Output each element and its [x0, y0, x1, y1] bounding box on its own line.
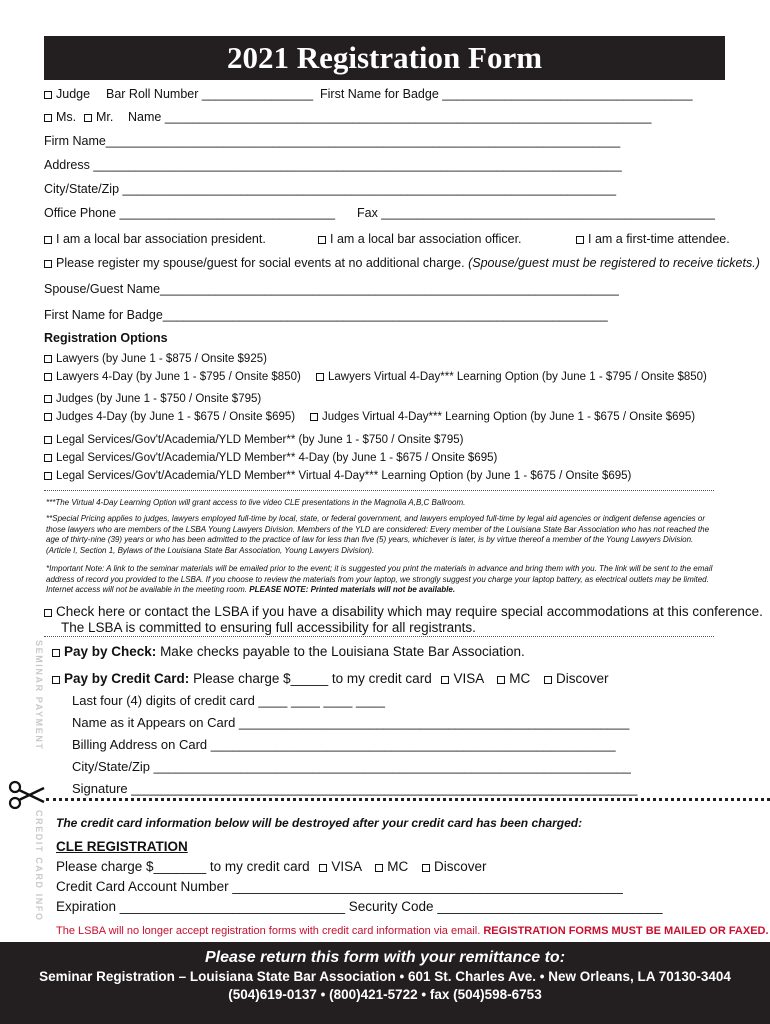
spouse-register-label: Please register my spouse/guest for social events at no additional charge.	[56, 256, 465, 270]
option-label: Legal Services/Gov't/Academia/YLD Member** (by June 1 - $750 / Onsite $795)	[56, 434, 464, 446]
cle-discover-label: Discover	[433, 859, 487, 874]
spouse-note: (Spouse/guest must be registered to receive tickets.)	[468, 256, 760, 270]
must-mail-note: REGISTRATION FORMS MUST BE MAILED OR FAXED.	[483, 925, 769, 937]
option-label: Legal Services/Gov't/Academia/YLD Member** 4-Day (by June 1 - $675 / Onsite $695)	[56, 452, 498, 464]
local-officer-label: I am a local bar association officer.	[330, 232, 522, 246]
checkbox[interactable]	[52, 676, 60, 684]
mr-option[interactable]	[84, 110, 113, 125]
last-four-field[interactable]: Last four (4) digits of credit card ____ ____ ____ ____	[72, 693, 385, 708]
checkbox[interactable]	[310, 413, 318, 421]
billing-city-field[interactable]: City/State/Zip __________________________________________________________________	[72, 759, 631, 774]
important-note-text: *Important Note: A link to the seminar materials will be emailed prior to the event; it is suggested you print the materials in advance and bring them with you. The link will be sent to the email address of record you provided to the LSBA. If you choose to review the materials from your laptop, we strongly suggest you charge your laptop battery, as electrical outlets may be limited. Internet access will not be available in the meeting room.	[46, 564, 713, 594]
checkbox[interactable]	[44, 91, 52, 99]
spouse-register-option[interactable]	[44, 256, 760, 271]
pay-by-check-text: Make checks payable to the Louisiana State Bar Association.	[160, 644, 525, 659]
signature-field[interactable]: Signature ______________________________________________________________________	[72, 781, 638, 796]
important-note	[46, 564, 716, 596]
card-account-number-field[interactable]: Credit Card Account Number ____________________________________________________	[56, 879, 623, 894]
accessibility-statement: The LSBA is committed to ensuring full accessibility for all registrants.	[61, 620, 476, 635]
scissors-icon	[8, 780, 46, 810]
badge-name-field[interactable]: First Name for Badge ____________________________________	[320, 87, 693, 101]
checkbox[interactable]	[544, 676, 552, 684]
checkbox[interactable]	[84, 114, 92, 122]
first-time-label: I am a first-time attendee.	[588, 232, 730, 246]
checkbox[interactable]	[44, 454, 52, 462]
checkbox[interactable]	[44, 114, 52, 122]
checkbox[interactable]	[44, 472, 52, 480]
spouse-name-field[interactable]: Spouse/Guest Name__________________________________________________________________	[44, 282, 619, 296]
option-lawyers-4day[interactable]	[44, 370, 301, 385]
option-label: Lawyers (by June 1 - $875 / Onsite $925)	[56, 353, 267, 365]
discover-label: Discover	[556, 671, 609, 686]
cle-charge-row	[56, 859, 487, 874]
divider	[44, 636, 714, 637]
checkbox[interactable]	[319, 864, 327, 872]
checkbox[interactable]	[52, 649, 60, 657]
option-label: Judges Virtual 4-Day*** Learning Option (by June 1 - $675 / Onsite $695)	[322, 411, 696, 423]
cut-line	[46, 798, 770, 801]
divider	[44, 490, 714, 491]
ms-option[interactable]	[44, 110, 76, 125]
ms-label: Ms.	[56, 110, 77, 124]
spouse-badge-field[interactable]: First Name for Badge________________________________________________________________	[44, 308, 608, 322]
pay-by-check-label: Pay by Check:	[64, 644, 157, 659]
email-not-accepted-note	[56, 924, 769, 939]
bar-roll-field[interactable]: Bar Roll Number ________________	[106, 87, 314, 101]
visa-label: VISA	[453, 671, 484, 686]
pay-by-check-option[interactable]	[52, 644, 525, 659]
checkbox[interactable]	[44, 436, 52, 444]
footer	[0, 942, 770, 1024]
option-lawyers[interactable]	[44, 352, 267, 367]
judge-label: Judge	[56, 87, 91, 101]
card-destroyed-note: The credit card information below will be destroyed after your credit card has been charged:	[56, 816, 583, 830]
disability-label: Check here or contact the LSBA if you have a disability which may require special accommodations at this conference.	[56, 604, 763, 619]
option-legal-services-virtual[interactable]	[44, 469, 631, 484]
cle-registration-heading: CLE REGISTRATION	[56, 839, 188, 854]
pay-by-card-label: Pay by Credit Card:	[64, 671, 190, 686]
option-legal-services[interactable]	[44, 433, 463, 448]
seminar-payment-side-label: SEMINAR PAYMENT	[34, 640, 44, 751]
checkbox[interactable]	[44, 413, 52, 421]
judge-option[interactable]	[44, 87, 90, 102]
option-label: Lawyers Virtual 4-Day*** Learning Option (by June 1 - $795 / Onsite $850)	[328, 371, 707, 383]
checkbox[interactable]	[497, 676, 505, 684]
expiration-security-field[interactable]: Expiration ______________________________ Security Code ______________________________	[56, 899, 663, 914]
checkbox[interactable]	[576, 236, 584, 244]
checkbox[interactable]	[44, 355, 52, 363]
checkbox[interactable]	[375, 864, 383, 872]
option-label: Lawyers 4-Day (by June 1 - $795 / Onsite $850)	[56, 371, 301, 383]
firm-name-field[interactable]: Firm Name__________________________________________________________________________	[44, 134, 621, 148]
checkbox[interactable]	[318, 236, 326, 244]
option-legal-services-4day[interactable]	[44, 451, 497, 466]
special-pricing-note: **Special Pricing applies to judges, lawyers employed full-time by local, state, or federal government, and lawyers employed full-time by legal aid agencies or indigent defense agencies or those lawyers who are members of the LSBA Young Lawyers Division. Members of the YLD are considered: Every member of the Louisiana State Bar Association who has not reached the age of thirty-nine (39) years or who has been admitted to the practice of law for less than five (5) years, whichever is later, is by virtue thereof a member of the Young Lawyers Division. (Article I, Section 1, Bylaws of the Louisiana State Bar Association, Young Lawyers Division).	[46, 514, 710, 555]
mc-label: MC	[509, 671, 531, 686]
first-time-option[interactable]	[576, 232, 730, 247]
disability-option[interactable]	[44, 604, 763, 619]
pay-by-card-option[interactable]	[52, 671, 609, 686]
email-note-text: The LSBA will no longer accept registration forms with credit card information via email.	[56, 925, 481, 937]
checkbox[interactable]	[44, 236, 52, 244]
cle-mc-label: MC	[387, 859, 409, 874]
option-label: Judges (by June 1 - $750 / Onsite $795)	[56, 393, 262, 405]
credit-card-info-side-label: CREDIT CARD INFO	[34, 810, 44, 922]
name-on-card-field[interactable]: Name as it Appears on Card ______________________________________________________	[72, 715, 630, 730]
fax-field[interactable]: Fax ________________________________________________	[357, 206, 716, 220]
checkbox[interactable]	[44, 395, 52, 403]
important-note-bold: PLEASE NOTE: Printed materials will not be available.	[249, 585, 456, 594]
checkbox[interactable]	[44, 609, 52, 617]
cle-charge-amount-field[interactable]: Please charge $_______ to my credit card	[56, 859, 310, 874]
name-field[interactable]: Name ______________________________________________________________________	[128, 110, 652, 124]
option-label: Judges 4-Day (by June 1 - $675 / Onsite $695)	[56, 411, 296, 423]
charge-amount-field[interactable]: Please charge $_____ to my credit card	[193, 671, 432, 686]
checkbox[interactable]	[316, 373, 324, 381]
option-label: Legal Services/Gov't/Academia/YLD Member** Virtual 4-Day*** Learning Option (by June 1 - $675 / Onsite $695)	[56, 470, 632, 482]
option-lawyers-virtual[interactable]	[316, 370, 707, 385]
footer-phone-line: (504)619-0137 • (800)421-5722 • fax (504)598-6753	[228, 987, 542, 1002]
cle-visa-label: VISA	[331, 859, 362, 874]
city-state-zip-field[interactable]: City/State/Zip _______________________________________________________________________	[44, 182, 617, 196]
checkbox[interactable]	[422, 864, 430, 872]
virtual-option-note: ***The Virtual 4-Day Learning Option will grant access to live video CLE presentations in the Magnolia A,B,C Ballroom.	[46, 498, 466, 507]
mr-label: Mr.	[96, 110, 114, 124]
checkbox[interactable]	[441, 676, 449, 684]
footer-return-line: Please return this form with your remittance to:	[204, 949, 566, 966]
address-field[interactable]: Address ____________________________________________________________________________	[44, 158, 622, 172]
option-judges[interactable]	[44, 392, 261, 407]
local-officer-option[interactable]	[318, 232, 522, 247]
registration-options-heading: Registration Options	[44, 331, 168, 345]
footer-address-line: Seminar Registration – Louisiana State Bar Association • 601 St. Charles Ave. • New Orleans, LA 70130-3404	[39, 969, 731, 984]
billing-address-field[interactable]: Billing Address on Card ________________________________________________________	[72, 737, 616, 752]
option-judges-4day[interactable]	[44, 410, 295, 425]
option-judges-virtual[interactable]	[310, 410, 695, 425]
local-president-label: I am a local bar association president.	[56, 232, 266, 246]
page-title: 2021 Registration Form	[44, 36, 725, 80]
local-president-option[interactable]	[44, 232, 266, 247]
checkbox[interactable]	[44, 260, 52, 268]
office-phone-field[interactable]: Office Phone _______________________________	[44, 206, 336, 220]
checkbox[interactable]	[44, 373, 52, 381]
